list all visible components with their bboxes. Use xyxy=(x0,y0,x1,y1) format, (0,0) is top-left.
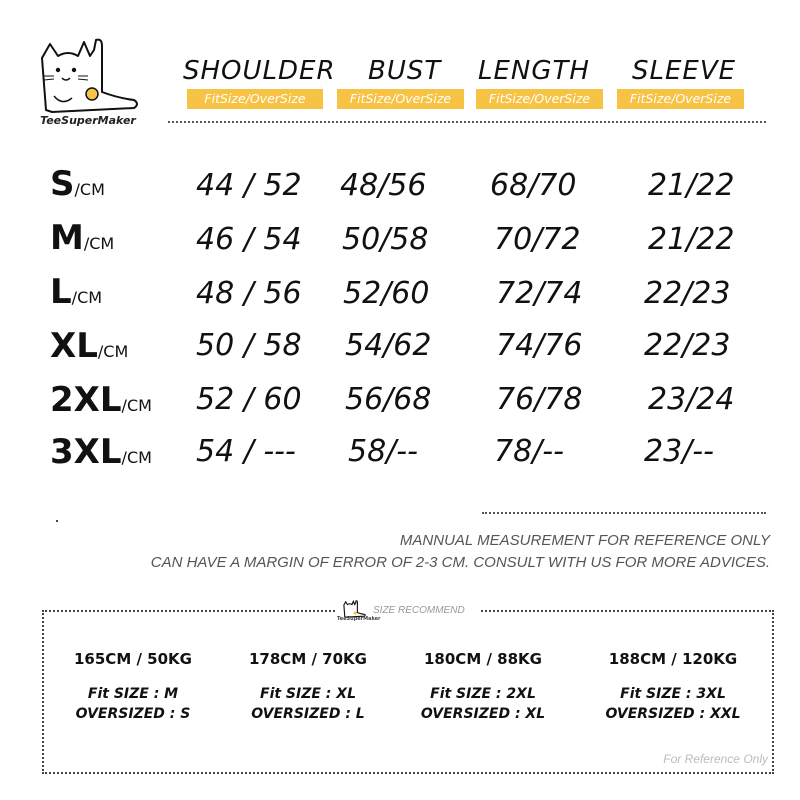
bust-value: 50/58 xyxy=(342,222,429,257)
brand-name: TeeSuperMaker xyxy=(40,114,136,127)
height-weight: 188CM / 120KG xyxy=(608,650,738,668)
fit-size: Fit SIZE : 2XL xyxy=(430,686,536,702)
bust-value: 54/62 xyxy=(345,328,432,363)
notes-divider xyxy=(482,512,766,514)
col-header-sleeve: SLEEVE xyxy=(632,56,737,86)
recommend-item xyxy=(48,650,218,722)
bust-value: 52/60 xyxy=(343,276,430,311)
col-sub-length: FitSize/OverSize xyxy=(476,89,603,109)
oversized-size: OVERSIZED : L xyxy=(251,706,365,722)
mini-brand-name: TeeSuperMaker xyxy=(337,616,381,622)
size-label: L/CM xyxy=(50,272,103,312)
oversized-size: OVERSIZED : XL xyxy=(420,706,546,722)
sleeve-value: 23/-- xyxy=(644,434,714,469)
col-header-bust: BUST xyxy=(368,56,442,86)
height-weight: 165CM / 50KG xyxy=(74,650,192,668)
sleeve-value: 21/22 xyxy=(648,222,735,257)
col-header-length: LENGTH xyxy=(478,56,590,86)
length-value: 74/76 xyxy=(496,328,583,363)
length-value: 78/-- xyxy=(494,434,564,469)
size-label: M/CM xyxy=(50,218,115,258)
reference-note: For Reference Only xyxy=(663,752,768,766)
recommend-item xyxy=(588,650,758,722)
size-recommend-title xyxy=(335,598,480,626)
sleeve-value: 22/23 xyxy=(644,276,731,311)
height-weight: 180CM / 88KG xyxy=(424,650,542,668)
shoulder-value: 46 / 54 xyxy=(196,222,302,257)
bust-value: 48/56 xyxy=(340,168,427,203)
oversized-size: OVERSIZED : S xyxy=(75,706,191,722)
shoulder-value: 52 / 60 xyxy=(196,382,302,417)
length-value: 68/70 xyxy=(490,168,577,203)
note-line-1: MANNUAL MEASUREMENT FOR REFERENCE ONLY xyxy=(399,532,770,549)
recommend-item xyxy=(223,650,393,722)
recommend-item xyxy=(398,650,568,722)
cat-icon xyxy=(32,36,142,116)
note-line-2: CAN HAVE A MARGIN OF ERROR OF 2-3 CM. CONSULT WITH US FOR MORE ADVICES. xyxy=(150,554,770,571)
col-header-shoulder: SHOULDER xyxy=(183,56,336,86)
bust-value: 58/-- xyxy=(348,434,418,469)
fit-size: Fit SIZE : 3XL xyxy=(620,686,726,702)
fit-size: Fit SIZE : XL xyxy=(260,686,356,702)
sleeve-value: 22/23 xyxy=(644,328,731,363)
size-label: 2XL/CM xyxy=(50,380,152,420)
col-sub-shoulder: FitSize/OverSize xyxy=(187,89,323,109)
length-value: 72/74 xyxy=(496,276,583,311)
size-label: S/CM xyxy=(50,164,105,204)
size-label: XL/CM xyxy=(50,326,129,366)
sleeve-value: 21/22 xyxy=(648,168,735,203)
col-sub-bust: FitSize/OverSize xyxy=(337,89,464,109)
length-value: 70/72 xyxy=(494,222,581,257)
sleeve-value: 23/24 xyxy=(648,382,735,417)
shoulder-value: 50 / 58 xyxy=(196,328,302,363)
fit-size: Fit SIZE : M xyxy=(87,686,179,702)
header-divider xyxy=(168,121,766,123)
height-weight: 178CM / 70KG xyxy=(249,650,367,668)
size-label: 3XL/CM xyxy=(50,432,152,472)
col-sub-sleeve: FitSize/OverSize xyxy=(617,89,744,109)
size-recommend-label: SIZE RECOMMEND xyxy=(373,605,465,616)
length-value: 76/78 xyxy=(496,382,583,417)
brand-logo xyxy=(28,36,148,132)
oversized-size: OVERSIZED : XXL xyxy=(605,706,741,722)
shoulder-value: 54 / --- xyxy=(196,434,296,469)
shoulder-value: 44 / 52 xyxy=(196,168,302,203)
stray-dot xyxy=(56,520,58,522)
bust-value: 56/68 xyxy=(345,382,432,417)
shoulder-value: 48 / 56 xyxy=(196,276,302,311)
